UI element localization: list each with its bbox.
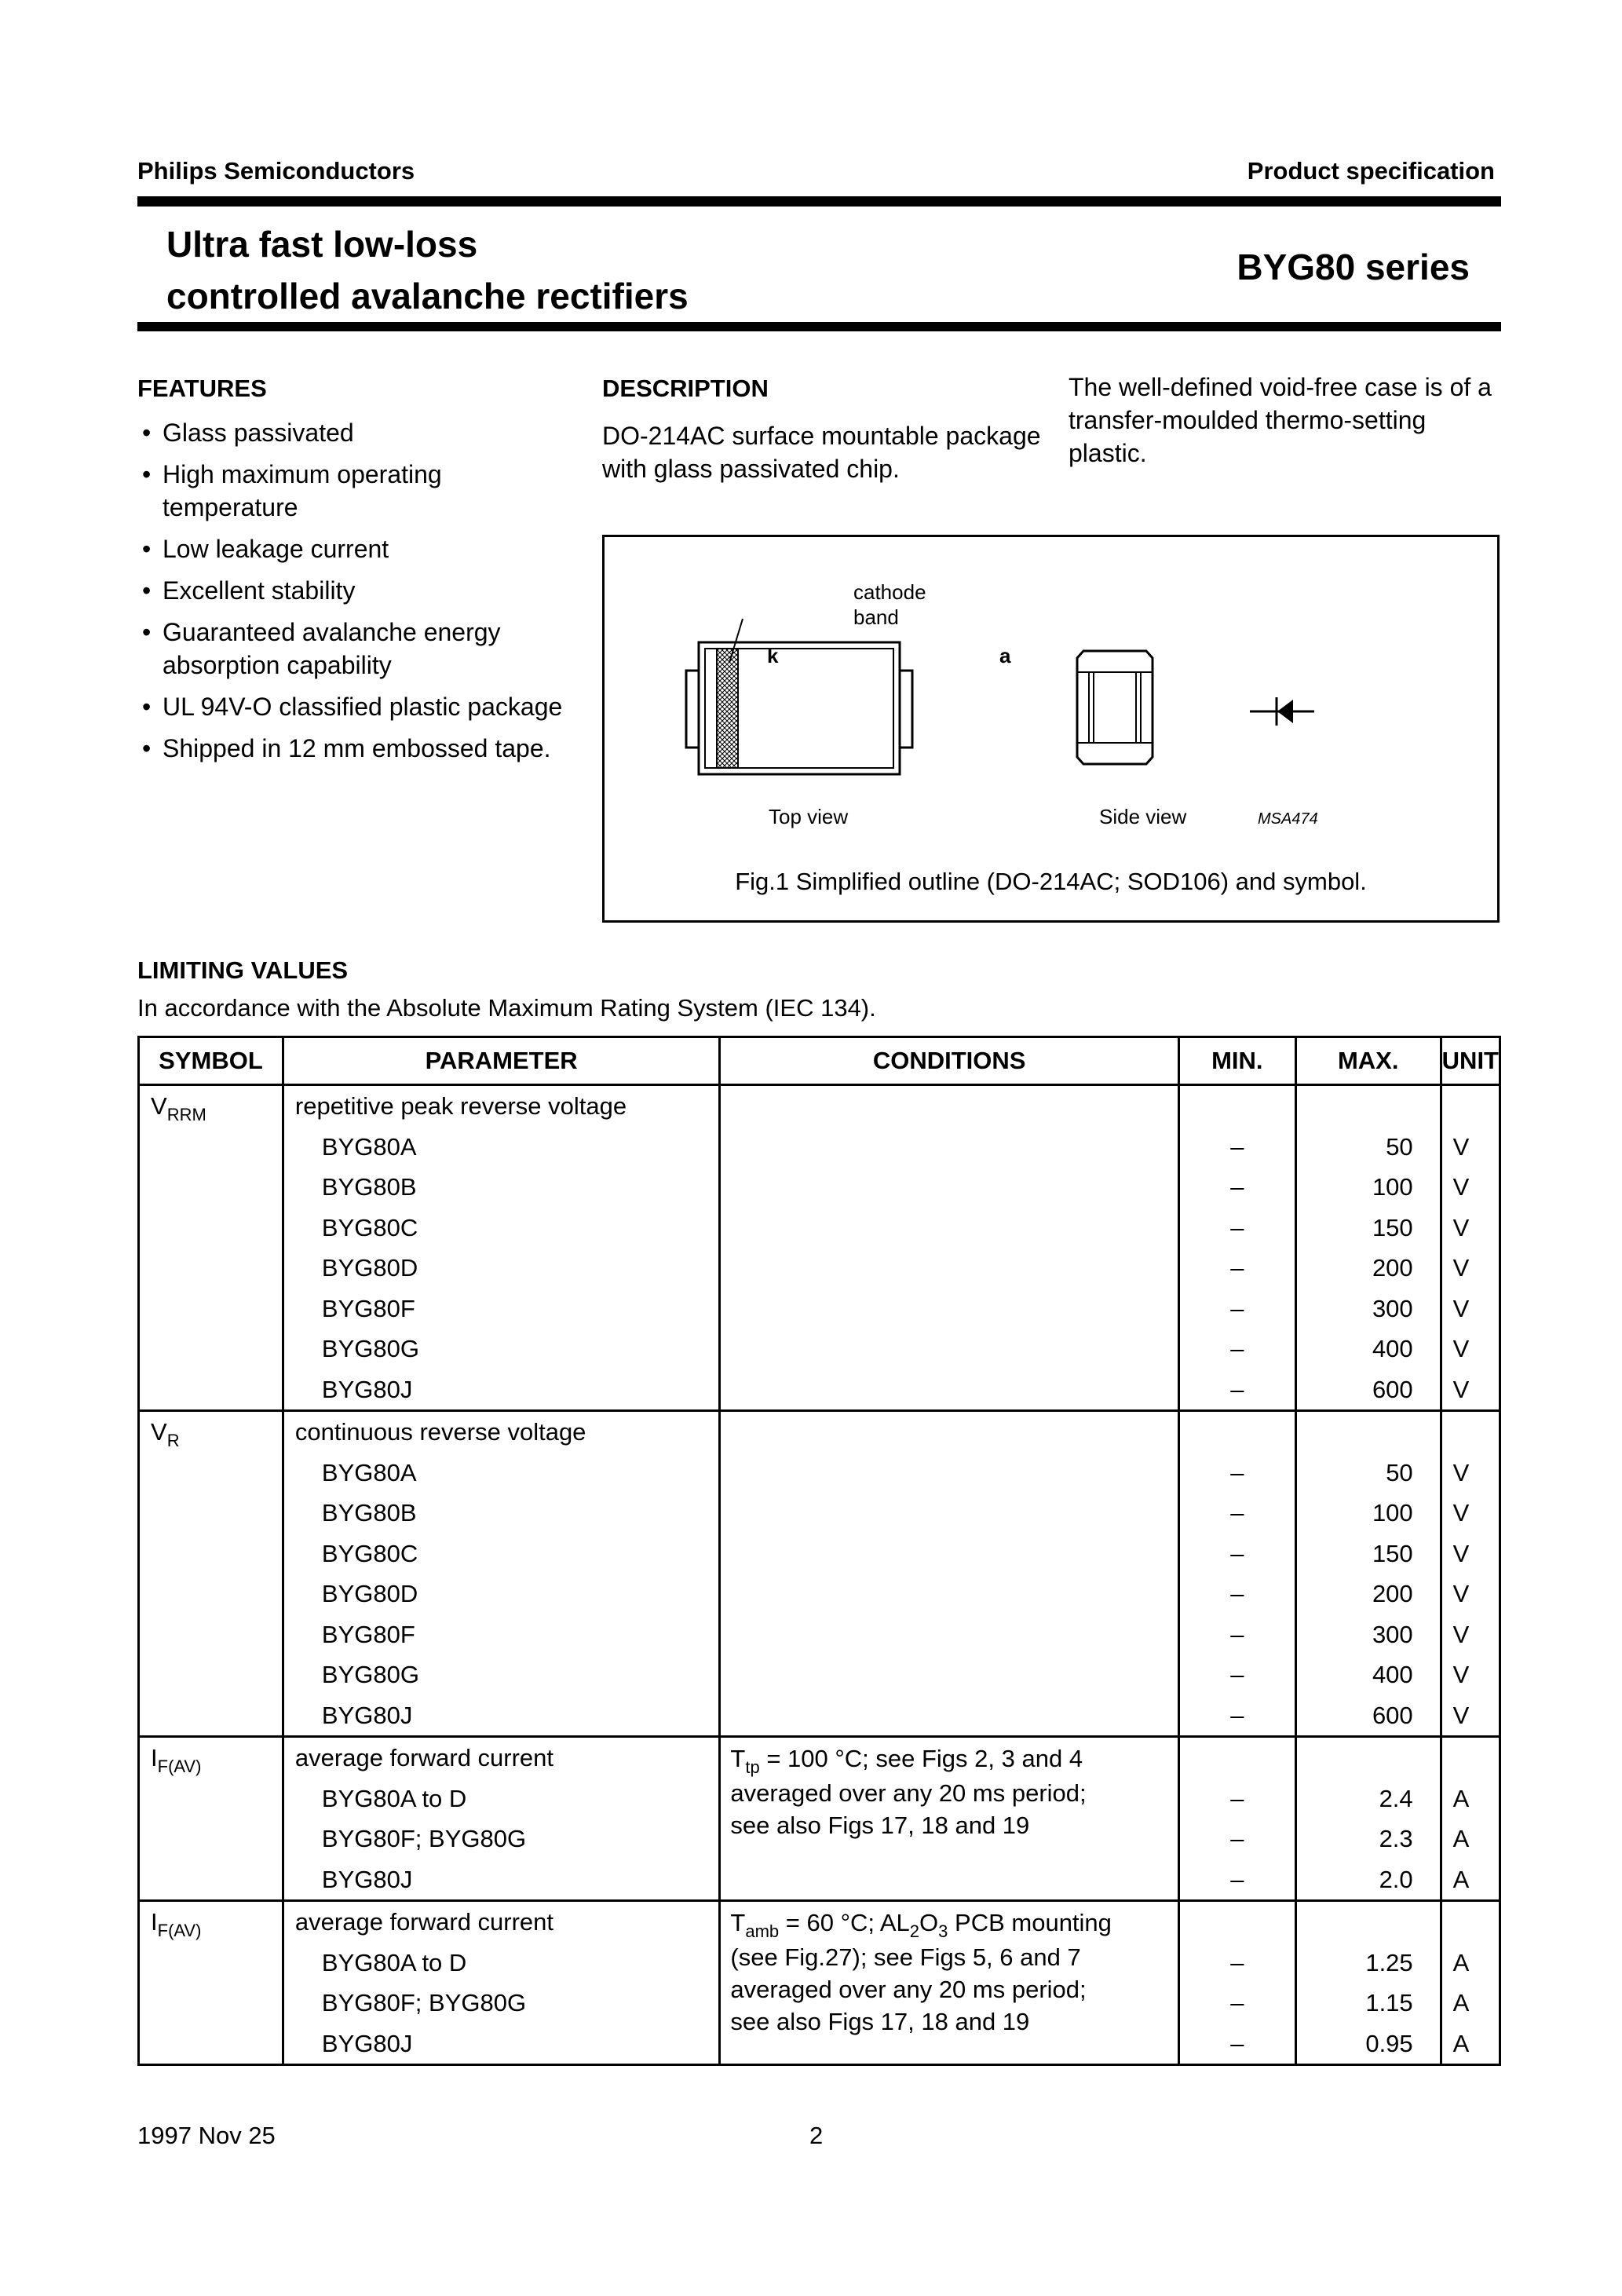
side-view-label: Side view — [1099, 805, 1187, 828]
list-item: • UL 94V-O classified plastic package — [137, 690, 577, 723]
table-row — [139, 1737, 1500, 1901]
conditions-cell — [720, 1411, 1178, 1737]
table-group — [139, 1085, 1500, 1411]
list-item: • Guaranteed avalanche energy absorption capability — [137, 616, 577, 682]
parameter-cell: continuous reverse voltage BYG80A BYG80B BYG80C BYG80D BYG80F BYG80G BYG80J — [283, 1411, 720, 1737]
description-text-2: The well-defined void-free case is of a transfer-moulded thermo-setting plastic. — [1069, 373, 1492, 467]
table-group — [139, 1901, 1500, 2065]
list-item: • Shipped in 12 mm embossed tape. — [137, 732, 577, 765]
max-cell: 50 100 150 200 300 400 600 — [1295, 1411, 1441, 1737]
limiting-values-table — [137, 1036, 1501, 2066]
title-line-2: controlled avalanche rectifiers — [166, 276, 689, 316]
unit-cell: A A A — [1441, 1737, 1500, 1901]
table-header-row — [139, 1037, 1500, 1085]
figure-caption: Fig.1 Simplified outline (DO-214AC; SOD106) and symbol. — [735, 868, 1367, 895]
document-type: Product specification — [1247, 157, 1495, 185]
title-line-1: Ultra fast low-loss — [166, 224, 478, 265]
list-item: • Excellent stability — [137, 574, 577, 607]
conditions-cell: $T_{tp} = 100$ °C; see Figs 2, 3 and 4 averaged over any 20 ms period; see also Figs 17, 18 and 19 — [720, 1737, 1178, 1901]
min-cell: – – – – – – – — [1178, 1411, 1295, 1737]
min-cell: – – – — [1178, 1901, 1295, 2065]
column-header: SYMBOL — [139, 1037, 283, 1085]
table-row — [139, 1085, 1500, 1411]
parameter-cell: average forward current BYG80A to D BYG80F; BYG80G BYG80J — [283, 1901, 720, 2065]
parameter-cell: repetitive peak reverse voltage BYG80A BYG80B BYG80C BYG80D BYG80F BYG80G BYG80J — [283, 1085, 720, 1411]
limiting-values-intro: In accordance with the Absolute Maximum Rating System (IEC 134). — [137, 994, 876, 1022]
list-item: • High maximum operating temperature — [137, 458, 577, 524]
features-list — [137, 416, 577, 773]
symbol-cell: $I_{F(AV)}$ — [139, 1737, 283, 1901]
column-header: MIN. — [1178, 1037, 1295, 1085]
document-title — [166, 218, 689, 322]
figure-outline — [602, 535, 1500, 923]
header-rule — [137, 196, 1501, 207]
conditions-cell: $T_{amb} = 60$ °C; $AL_2O_3$ PCB mounting (see Fig.27); see Figs 5, 6 and 7 averaged over any 20 ms period; see also Figs 17, 18 and 19 — [720, 1901, 1178, 2065]
max-cell: 2.4 2.3 2.0 — [1295, 1737, 1441, 1901]
column-header: PARAMETER — [283, 1037, 720, 1085]
top-view-label: Top view — [769, 805, 849, 828]
min-cell: – – – – – – – — [1178, 1085, 1295, 1411]
table-group — [139, 1411, 1500, 1737]
table-row — [139, 1901, 1500, 2065]
symbol-cell: $I_{F(AV)}$ — [139, 1901, 283, 2065]
parameter-cell: average forward current BYG80A to D BYG80F; BYG80G BYG80J — [283, 1737, 720, 1901]
title-rule — [137, 322, 1501, 331]
cathode-band-label: cathode band — [853, 580, 926, 629]
company-name: Philips Semiconductors — [137, 157, 415, 185]
unit-cell: A A A — [1441, 1901, 1500, 2065]
series-name: BYG80 series — [1237, 247, 1470, 287]
anode-a-label: a — [999, 644, 1011, 667]
features-heading: FEATURES — [137, 375, 267, 402]
limiting-values-heading: LIMITING VALUES — [137, 956, 349, 984]
max-cell: 1.25 1.15 0.95 — [1295, 1901, 1441, 2065]
unit-cell: V V V V V V V — [1441, 1085, 1500, 1411]
min-cell: – – – — [1178, 1737, 1295, 1901]
conditions-cell — [720, 1085, 1178, 1411]
table-group — [139, 1737, 1500, 1901]
cathode-k-label: k — [767, 644, 779, 667]
side-view-drawing — [1077, 651, 1153, 764]
description-text: DO-214AC surface mountable package with glass passivated chip. — [602, 422, 1041, 483]
footer-date: 1997 Nov 25 — [137, 2122, 276, 2149]
column-header: CONDITIONS — [720, 1037, 1178, 1085]
diode-symbol-icon — [1250, 697, 1314, 726]
table-row — [139, 1411, 1500, 1737]
top-view-drawing — [686, 619, 912, 774]
list-item: • Low leakage current — [137, 532, 577, 565]
symbol-cell: $V_R$ — [139, 1411, 283, 1737]
page-number: 2 — [809, 2122, 824, 2149]
description-heading: DESCRIPTION — [602, 375, 769, 402]
symbol-cell: $V_{RRM}$ — [139, 1085, 283, 1411]
unit-cell: V V V V V V V — [1441, 1411, 1500, 1737]
figure-code: MSA474 — [1258, 810, 1318, 828]
max-cell: 50 100 150 200 300 400 600 — [1295, 1085, 1441, 1411]
list-item: • Glass passivated — [137, 416, 577, 449]
column-header: MAX. — [1295, 1037, 1441, 1085]
package-outline-drawing — [605, 537, 1497, 851]
column-header: UNIT — [1441, 1037, 1500, 1085]
